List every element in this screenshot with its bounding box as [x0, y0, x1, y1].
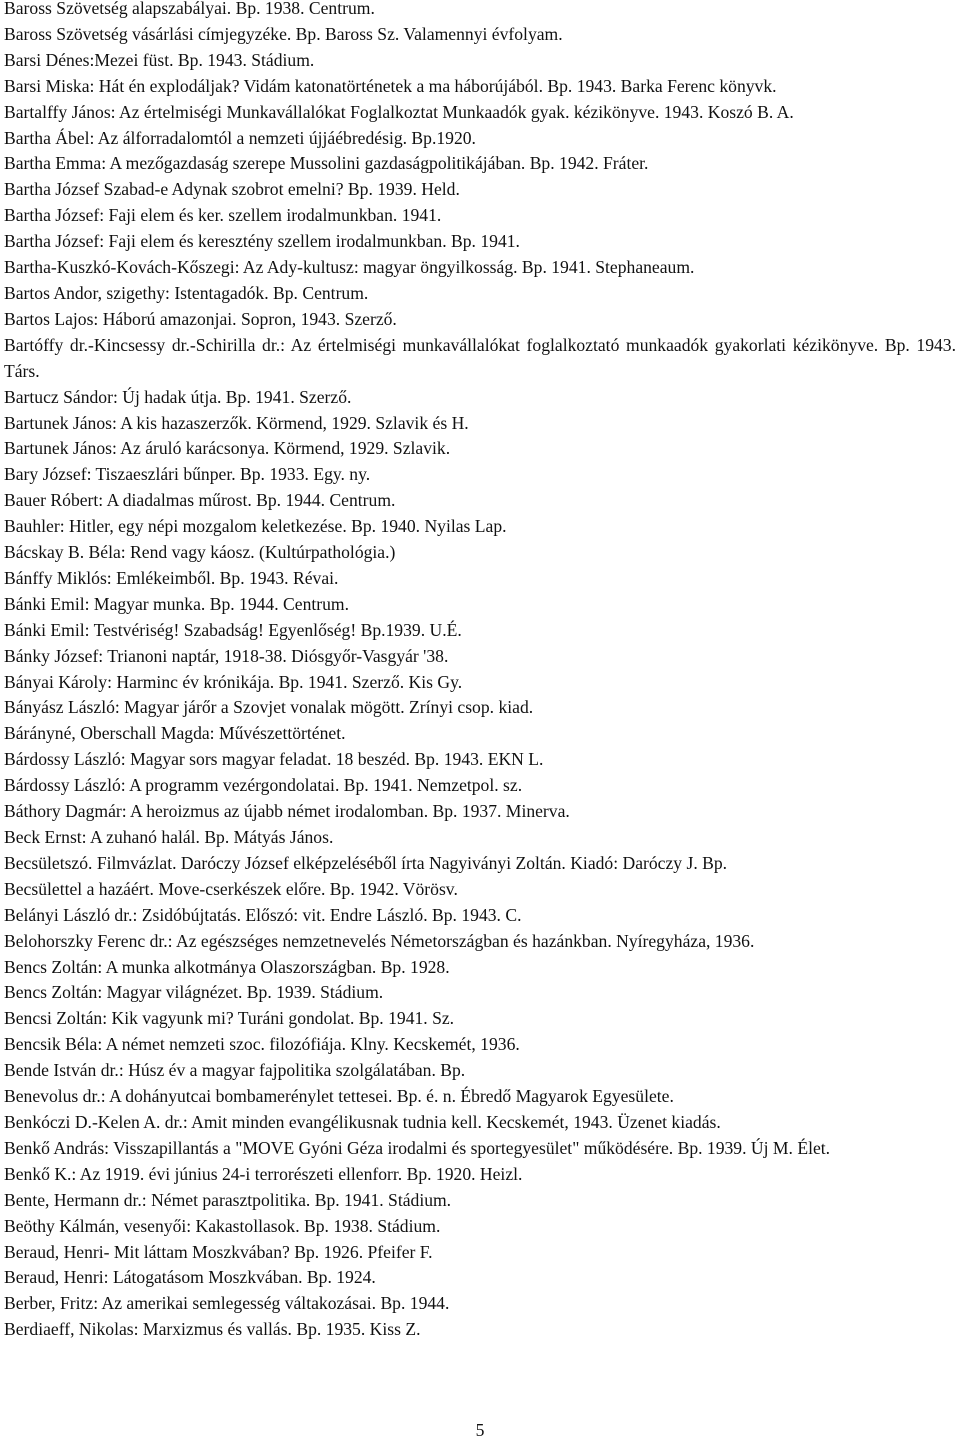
page-number: 5 [475, 1420, 485, 1440]
bibliography-entry: Benkóczi D.-Kelen A. dr.: Amit minden evangélikusnak tudnia kell. Kecskemét, 1943. Üzenet kiadás. [4, 1111, 721, 1132]
bibliography-entry: Bartos Andor, szigethy: Istentagadók. Bp. Centrum. [4, 282, 369, 303]
bibliography-entry: Bauhler: Hitler, egy népi mozgalom keletkezése. Bp. 1940. Nyilas Lap. [4, 516, 507, 537]
bibliography-entry: Benkő K.: Az 1919. évi június 24-i terrorészeti ellenforr. Bp. 1920. Heizl. [4, 1163, 523, 1184]
bibliography-entry: Bencsik Béla: A német nemzeti szoc. filozófiája. Klny. Kecskemét, 1936. [4, 1034, 520, 1055]
bibliography-entry: Bartóffy dr.-Kincsessy dr.-Schirilla dr.: Az értelmiségi munkavállalókat foglalkoztató munkaadók gyakorlati kézikönyve. Bp. 1943. Társ. [4, 334, 956, 381]
bibliography-entry: Belányi László dr.: Zsidóbújtatás. Előszó: vit. Endre László. Bp. 1943. C. [4, 904, 522, 925]
bibliography-entry: Bary József: Tiszaeszlári bűnper. Bp. 1933. Egy. ny. [4, 464, 371, 485]
bibliography-entry: Baross Szövetség alapszabályai. Bp. 1938. Centrum. [4, 0, 375, 18]
bibliography-entry: Báthory Dagmár: A heroizmus az újabb német irodalomban. Bp. 1937. Minerva. [4, 801, 570, 822]
bibliography-entry: Becsülettel a hazáért. Move-cserkészek előre. Bp. 1942. Vörösv. [4, 878, 458, 899]
bibliography-entry: Bartunek János: A kis hazaszerzők. Körmend, 1929. Szlavik és H. [4, 412, 469, 433]
bibliography-entry: Belohorszky Ferenc dr.: Az egészséges nemzetnevelés Németországban és hazánkban. Nyíregyháza, 1936. [4, 930, 755, 951]
bibliography-entry: Beraud, Henri: Látogatásom Moszkvában. Bp. 1924. [4, 1267, 376, 1288]
bibliography-entry: Berber, Fritz: Az amerikai semlegesség váltakozásai. Bp. 1944. [4, 1293, 450, 1314]
bibliography-entry: Bányász László: Magyar járőr a Szovjet vonalak mögött. Zrínyi csop. kiad. [4, 697, 534, 718]
bibliography-entry: Bartunek János: Az áruló karácsonya. Körmend, 1929. Szlavik. [4, 438, 451, 459]
bibliography-entry: Benevolus dr.: A dohányutcai bombamerénylet tettesei. Bp. é. n. Ébredő Magyarok Egyesülete. [4, 1086, 674, 1107]
bibliography-entry: Bánki Emil: Magyar munka. Bp. 1944. Centrum. [4, 593, 349, 614]
bibliography-list [4, 0, 956, 1343]
bibliography-entry: Bartalffy János: Az értelmiségi Munkavállalókat Foglalkoztat Munkaadók gyak. kézikönyve. 1943. Koszó B. A. [4, 101, 794, 122]
bibliography-entry: Bencsi Zoltán: Kik vagyunk mi? Turáni gondolat. Bp. 1941. Sz. [4, 1008, 455, 1029]
bibliography-entry: Bánky József: Trianoni naptár, 1918-38. Diósgyőr-Vasgyár '38. [4, 645, 449, 666]
bibliography-entry: Bente, Hermann dr.: Német parasztpolitika. Bp. 1941. Stádium. [4, 1189, 452, 1210]
bibliography-entry: Beöthy Kálmán, vesenyői: Kakastollasok. Bp. 1938. Stádium. [4, 1215, 441, 1236]
bibliography-entry: Bartha József: Faji elem és ker. szellem irodalmunkban. 1941. [4, 205, 442, 226]
bibliography-entry: Beraud, Henri- Mit láttam Moszkvában? Bp. 1926. Pfeifer F. [4, 1241, 433, 1262]
bibliography-entry: Baross Szövetség vásárlási címjegyzéke. Bp. Baross Sz. Valamennyi évfolyam. [4, 23, 563, 44]
bibliography-entry: Bartha József: Faji elem és keresztény szellem irodalmunkban. Bp. 1941. [4, 231, 520, 252]
bibliography-entry: Bartha-Kuszkó-Kovách-Kőszegi: Az Ady-kultusz: magyar öngyilkosság. Bp. 1941. Stephaneaum. [4, 257, 695, 278]
bibliography-entry: Bartha Ábel: Az álforradalomtól a nemzeti újjáébredésig. Bp.1920. [4, 127, 476, 148]
bibliography-entry: Becsületszó. Filmvázlat. Daróczy József elképzeléséből írta Nagyiványi Zoltán. Kiadó: Daróczy J. Bp. [4, 852, 728, 873]
bibliography-entry: Bartha József Szabad-e Adynak szobrot emelni? Bp. 1939. Held. [4, 179, 460, 200]
bibliography-entry: Bánki Emil: Testvériség! Szabadság! Egyenlőség! Bp.1939. U.É. [4, 619, 462, 640]
bibliography-entry: Bende István dr.: Húsz év a magyar fajpolitika szolgálatában. Bp. [4, 1060, 466, 1081]
bibliography-entry: Bauer Róbert: A diadalmas műrost. Bp. 1944. Centrum. [4, 490, 396, 511]
bibliography-entry: Bárdossy László: Magyar sors magyar feladat. 18 beszéd. Bp. 1943. EKN L. [4, 749, 544, 770]
bibliography-entry: Bácskay B. Béla: Rend vagy káosz. (Kultúrpathológia.) [4, 542, 396, 563]
bibliography-entry: Bánffy Miklós: Emlékeimből. Bp. 1943. Révai. [4, 567, 339, 588]
bibliography-entry: Berdiaeff, Nikolas: Marxizmus és vallás. Bp. 1935. Kiss Z. [4, 1319, 421, 1340]
bibliography-entry: Bartucz Sándor: Új hadak útja. Bp. 1941. Szerző. [4, 386, 352, 407]
bibliography-entry: Benkő András: Visszapillantás a "MOVE Gyóni Géza irodalmi és sportegyesület" működésére. Bp. 1939. Új M. Élet. [4, 1137, 831, 1158]
bibliography-entry: Bencs Zoltán: Magyar világnézet. Bp. 1939. Stádium. [4, 982, 384, 1003]
bibliography-entry: Bartos Lajos: Háború amazonjai. Sopron, 1943. Szerző. [4, 308, 397, 329]
bibliography-entry: Bartha Emma: A mezőgazdaság szerepe Mussolini gazdaságpolitikájában. Bp. 1942. Fráter. [4, 153, 649, 174]
bibliography-entry: Beck Ernst: A zuhanó halál. Bp. Mátyás János. [4, 827, 334, 847]
bibliography-entry: Barsi Miska: Hát én explodáljak? Vidám katonatörténetek a ma háborújából. Bp. 1943. Barka Ferenc könyvk. [4, 75, 777, 96]
bibliography-entry: Barsi Dénes:Mezei füst. Bp. 1943. Stádium. [4, 49, 315, 70]
bibliography-entry: Bárányné, Oberschall Magda: Művészettörténet. [4, 723, 346, 744]
bibliography-entry: Bárdossy László: A programm vezérgondolatai. Bp. 1941. Nemzetpol. sz. [4, 775, 523, 796]
bibliography-entry: Bencs Zoltán: A munka alkotmánya Olaszországban. Bp. 1928. [4, 956, 450, 977]
bibliography-entry: Bányai Károly: Harminc év krónikája. Bp. 1941. Szerző. Kis Gy. [4, 671, 463, 692]
